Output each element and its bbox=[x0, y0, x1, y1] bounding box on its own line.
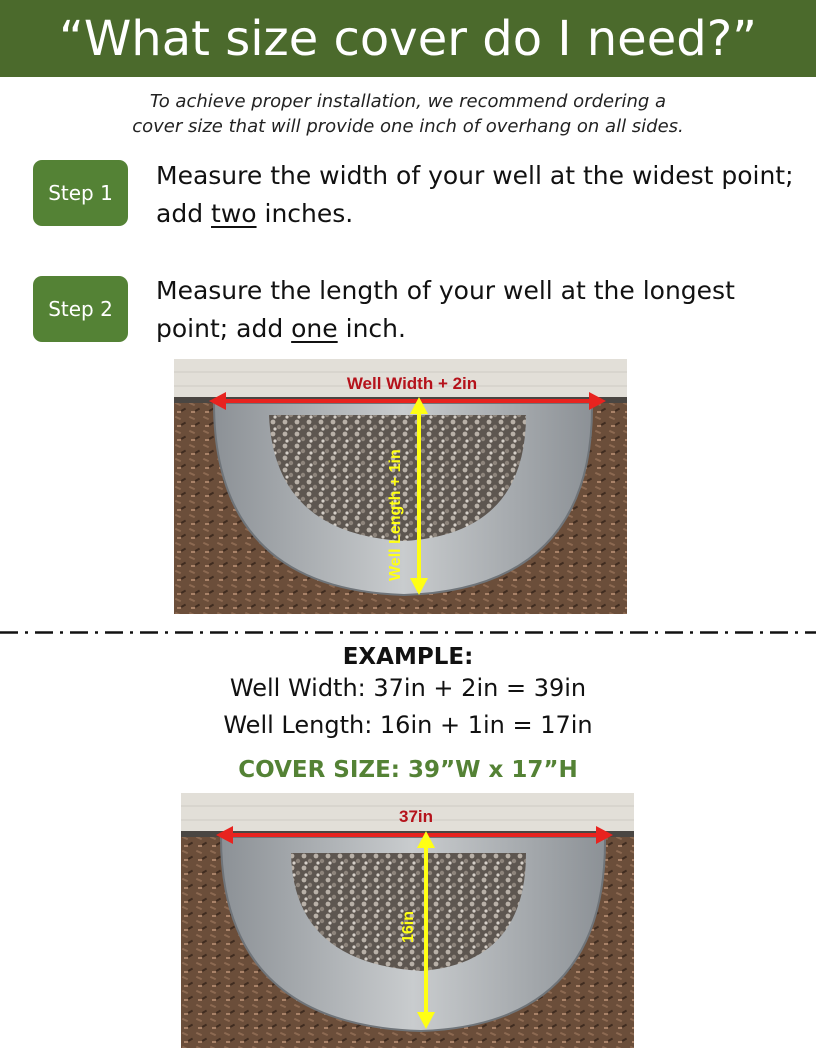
section-divider bbox=[0, 631, 816, 634]
example-width-line: Well Width: 37in + 2in = 39in bbox=[229, 674, 587, 702]
step-1-instruction bbox=[156, 157, 796, 233]
step-2-badge: Step 2 bbox=[33, 276, 128, 342]
header-banner bbox=[0, 0, 816, 77]
length-label: Well Length + 1in bbox=[387, 449, 404, 581]
step-2-text-end: inch. bbox=[337, 314, 406, 343]
page-title: “What size cover do I need?” bbox=[58, 10, 758, 67]
example-length-line: Well Length: 16in + 1in = 17in bbox=[223, 711, 593, 739]
width-label: 37in bbox=[398, 807, 434, 826]
intro-note bbox=[0, 89, 816, 139]
step-2-text: Measure the length of your well at the longest point; add bbox=[156, 276, 735, 343]
step-1-badge: Step 1 bbox=[33, 160, 128, 226]
example-heading: EXAMPLE: bbox=[342, 644, 474, 670]
window-well-photo-example bbox=[181, 793, 634, 1048]
example-cover-size: COVER SIZE: 39”W x 17”H bbox=[238, 757, 578, 783]
step-1-text-end: inches. bbox=[256, 199, 354, 228]
intro-note-line-1: To achieve proper installation, we recommend ordering a bbox=[149, 91, 667, 112]
intro-note-line-2: cover size that will provide one inch of overhang on all sides. bbox=[132, 116, 684, 137]
step-2-instruction bbox=[156, 272, 796, 348]
window-well-photo-measurements bbox=[174, 359, 627, 614]
step-1-text: Measure the width of your well at the widest point; add bbox=[156, 161, 794, 228]
length-label: 16in bbox=[400, 910, 417, 943]
width-label: Well Width + 2in bbox=[346, 374, 478, 393]
step-2-emphasis: one bbox=[291, 314, 338, 343]
step-1-emphasis: two bbox=[211, 199, 257, 228]
